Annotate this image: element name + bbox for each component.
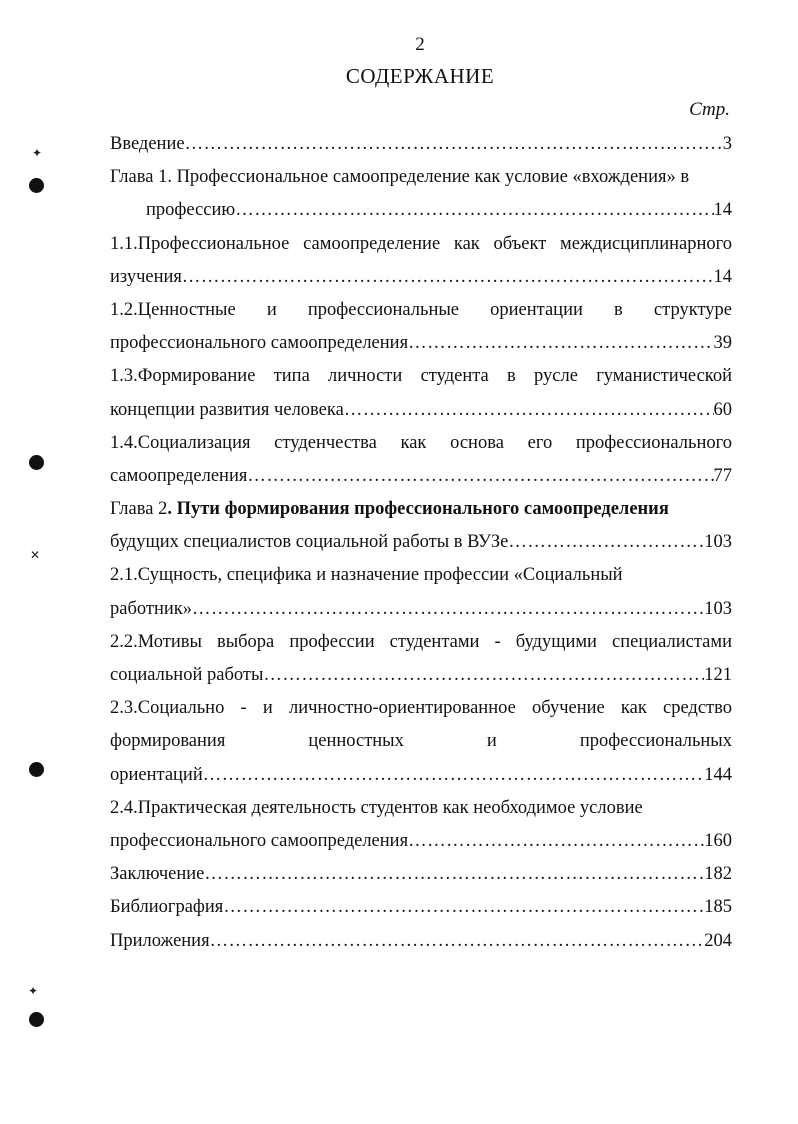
toc-entry-title: Введение: [110, 134, 185, 154]
dot-leader: [263, 659, 704, 692]
toc-entry-page: 3: [722, 134, 732, 154]
toc-entry-2-3-line1: 2.3.Социально - и личностно-ориентированное обучение как средство: [110, 698, 732, 719]
toc-entry-title: Библиография: [110, 897, 224, 918]
scan-speck: ✕: [30, 548, 41, 562]
dot-leader: [185, 128, 723, 161]
toc-entry-introduction: [110, 128, 732, 161]
dot-leader: [192, 593, 704, 626]
scan-speck: ✦: [32, 146, 43, 160]
toc-entry-title: профессионального самоопределения: [110, 830, 409, 851]
dot-leader: [344, 394, 714, 427]
dot-leader: [223, 891, 704, 924]
toc-entry-2-3: [110, 759, 732, 792]
binding-hole-mark: [29, 1012, 44, 1027]
toc-entry-title: Приложения: [110, 930, 210, 951]
toc-entry-page: 14: [713, 200, 732, 221]
toc-entry-conclusion: [110, 858, 732, 891]
toc-entry-1-1-line1: 1.1.Профессиональное самоопределение как объект междисциплинарного: [110, 233, 732, 254]
toc-entry-title: ориентаций: [110, 764, 203, 785]
toc-entry-title: будущих специалистов социальной работы в ВУЗе: [110, 532, 509, 553]
toc-entry-page: 103: [704, 598, 732, 619]
toc-entry-title: работник»: [110, 598, 193, 619]
toc-entry-chapter-2-line1: [110, 493, 732, 526]
binding-hole-mark: [29, 178, 44, 193]
toc-entry-2-4-line1: 2.4.Практическая деятельность студентов как необходимое условие: [110, 797, 643, 818]
toc-entry-page: 182: [704, 864, 732, 885]
toc-entry-chapter-2: [110, 526, 732, 559]
toc-entry-2-3-line2: формирования ценностных и профессиональных: [110, 731, 732, 752]
toc-entry-page: 204: [704, 930, 732, 951]
toc-entry-title: профессию: [146, 200, 236, 221]
toc-entry-1-3: [110, 394, 732, 427]
page-column-label: Стр.: [689, 99, 730, 120]
toc-entry-bibliography: [110, 891, 732, 924]
dot-leader: [203, 759, 705, 792]
page-number: 2: [415, 34, 425, 55]
toc-entry-page: 121: [704, 665, 732, 685]
toc-entry-page: 144: [704, 764, 732, 785]
binding-hole-mark: [29, 455, 44, 470]
toc-entry-page: 77: [713, 465, 732, 486]
toc-entry-page: 103: [704, 532, 732, 553]
dot-leader: [182, 261, 714, 294]
toc-entry-2-4: [110, 825, 732, 858]
toc-entry-1-4-line1: 1.4.Социализация студенчества как основа его профессионального: [110, 432, 732, 453]
toc-entry-title: самоопределения: [110, 465, 248, 486]
toc-entry-chapter-1: [110, 194, 732, 227]
dot-leader: [408, 825, 704, 858]
toc-entry-1-4: [110, 460, 732, 493]
toc-entry-2-1: [110, 593, 732, 626]
toc-entry-page: 14: [713, 266, 732, 287]
toc-entry-1-1: [110, 261, 732, 294]
toc-entry-page: 185: [704, 897, 732, 918]
page-title: СОДЕРЖАНИЕ: [345, 64, 495, 88]
toc-entry-page: 60: [713, 399, 732, 420]
dot-leader: [210, 925, 705, 958]
toc-entry-title: профессионального самоопределения: [110, 333, 409, 354]
toc-entry-page: 39: [713, 333, 732, 354]
chapter-2-label: Глава 2: [110, 499, 168, 520]
chapter-2-title: . Пути формирования профессионального самоопределения: [167, 499, 669, 520]
dot-leader: [204, 858, 704, 891]
toc-entry-1-2-line1: 1.2.Ценностные и профессиональные ориентации в структуре: [110, 299, 732, 320]
toc-entry-2-2-line1: 2.2.Мотивы выбора профессии студентами - будущими специалистами: [110, 631, 732, 652]
toc-entry-page: 160: [704, 830, 732, 851]
binding-hole-mark: [29, 762, 44, 777]
scan-speck: ✦: [28, 984, 39, 998]
toc-entry-title: концепции развития человека: [110, 399, 344, 420]
toc-entry-1-3-line1: 1.3.Формирование типа личности студента в русле гуманистической: [110, 366, 732, 387]
toc-entry-title: социальной работы: [110, 665, 264, 685]
toc-entry-2-2: [110, 659, 732, 692]
dot-leader: [247, 460, 713, 493]
toc-entry-1-2: [110, 327, 732, 360]
toc-entry-chapter-1-line1: Глава 1. Профессиональное самоопределение как условие «вхождения» в: [110, 167, 690, 188]
table-of-contents: [110, 128, 732, 958]
dot-leader: [235, 194, 713, 227]
toc-entry-2-1-line1: 2.1.Сущность, специфика и назначение профессии «Социальный: [110, 565, 623, 586]
toc-entry-title: изучения: [110, 266, 182, 287]
toc-entry-appendices: [110, 925, 732, 958]
dot-leader: [508, 526, 704, 559]
dot-leader: [408, 327, 713, 360]
toc-entry-title: Заключение: [110, 864, 205, 885]
